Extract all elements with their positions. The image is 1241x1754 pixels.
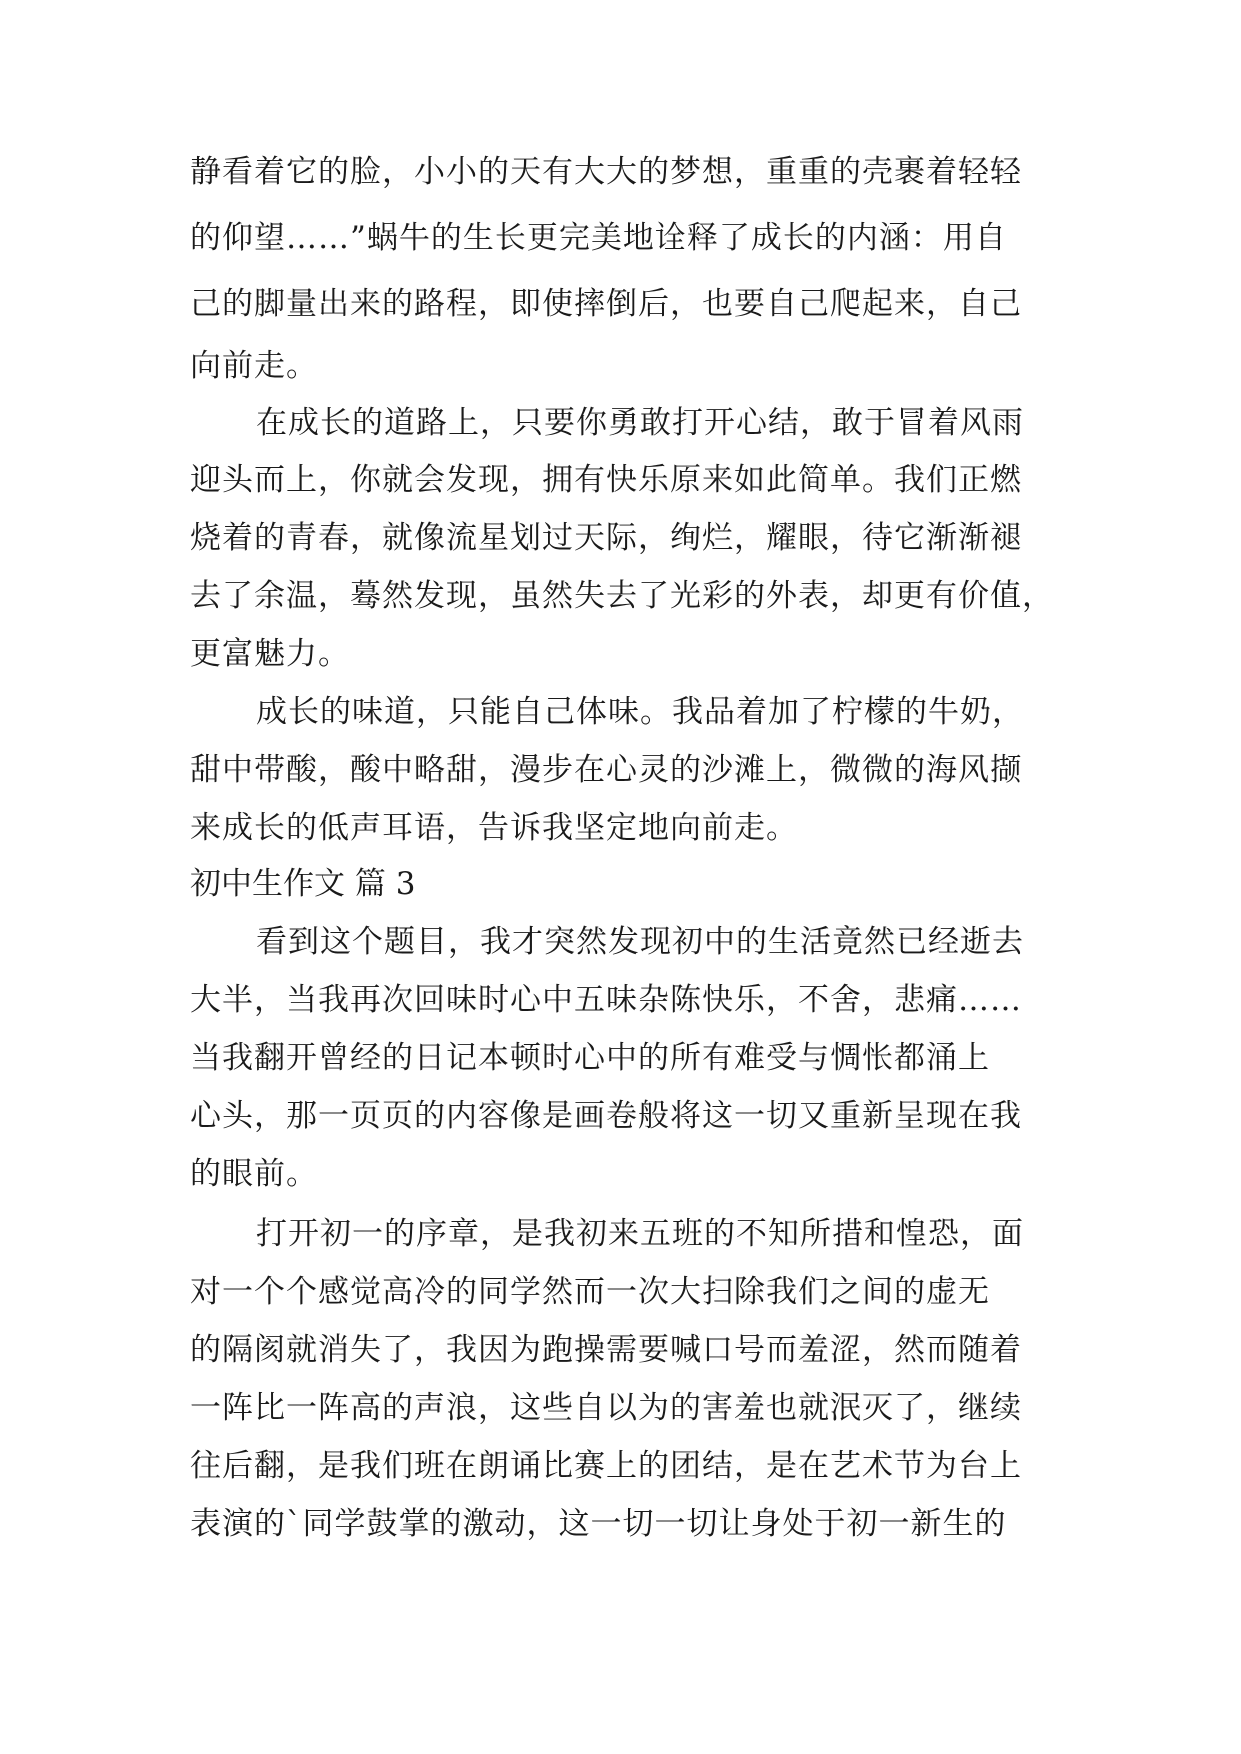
paragraph-first-line: 看到这个题目，我才突然发现初中的生活竟然已经逝去 [256,924,1024,960]
text-line: 大半，当我再次回味时心中五味杂陈快乐，不舍，悲痛…… [190,982,1022,1018]
paragraph-first-line: 成长的味道，只能自己体味。我品着加了柠檬的牛奶， [256,694,1024,730]
text-line: 去了余温，蓦然发现，虽然失去了光彩的外表，却更有价值， [190,578,1054,614]
text-line: 往后翻，是我们班在朗诵比赛上的团结，是在艺术节为台上 [190,1448,1022,1484]
text-line: 更富魅力。 [190,636,350,672]
text-line: 静看着它的脸，小小的天有大大的梦想，重重的壳裹着轻轻 [190,154,1022,190]
text-line: 来成长的低声耳语，告诉我坚定地向前走。 [190,810,798,846]
text-line: 的隔阂就消失了，我因为跑操需要喊口号而羞涩，然而随着 [190,1332,1022,1368]
text-line: 的眼前。 [190,1156,318,1192]
text-line: 己的脚量出来的路程，即使摔倒后，也要自己爬起来，自己 [190,286,1022,322]
text-line: 对一个个感觉高冷的同学然而一次大扫除我们之间的虚无 [190,1274,990,1310]
text-line: 甜中带酸，酸中略甜，漫步在心灵的沙滩上，微微的海风撷 [190,752,1022,788]
text-line: 迎头而上，你就会发现，拥有快乐原来如此简单。我们正燃 [190,462,1022,498]
paragraph-first-line: 在成长的道路上，只要你勇敢打开心结，敢于冒着风雨 [256,405,1024,441]
text-line: 一阵比一阵高的声浪，这些自以为的害羞也就泯灭了，继续 [190,1390,1022,1426]
text-line: 表演的`同学鼓掌的激动，这一切一切让身处于初一新生的 [190,1506,1007,1542]
text-line: 当我翻开曾经的日记本顿时心中的所有难受与惆怅都涌上 [190,1040,990,1076]
paragraph-first-line: 打开初一的序章，是我初来五班的不知所措和惶恐，面 [256,1216,1024,1252]
text-line: 的仰望……”蜗牛的生长更完美地诠释了成长的内涵：用自 [190,220,1007,256]
section-heading: 初中生作文 篇 3 [190,866,416,902]
text-line: 向前走。 [190,348,318,384]
text-line: 烧着的青春，就像流星划过天际，绚烂，耀眼，待它渐渐褪 [190,520,1022,556]
text-line: 心头，那一页页的内容像是画卷般将这一切又重新呈现在我 [190,1098,1022,1134]
